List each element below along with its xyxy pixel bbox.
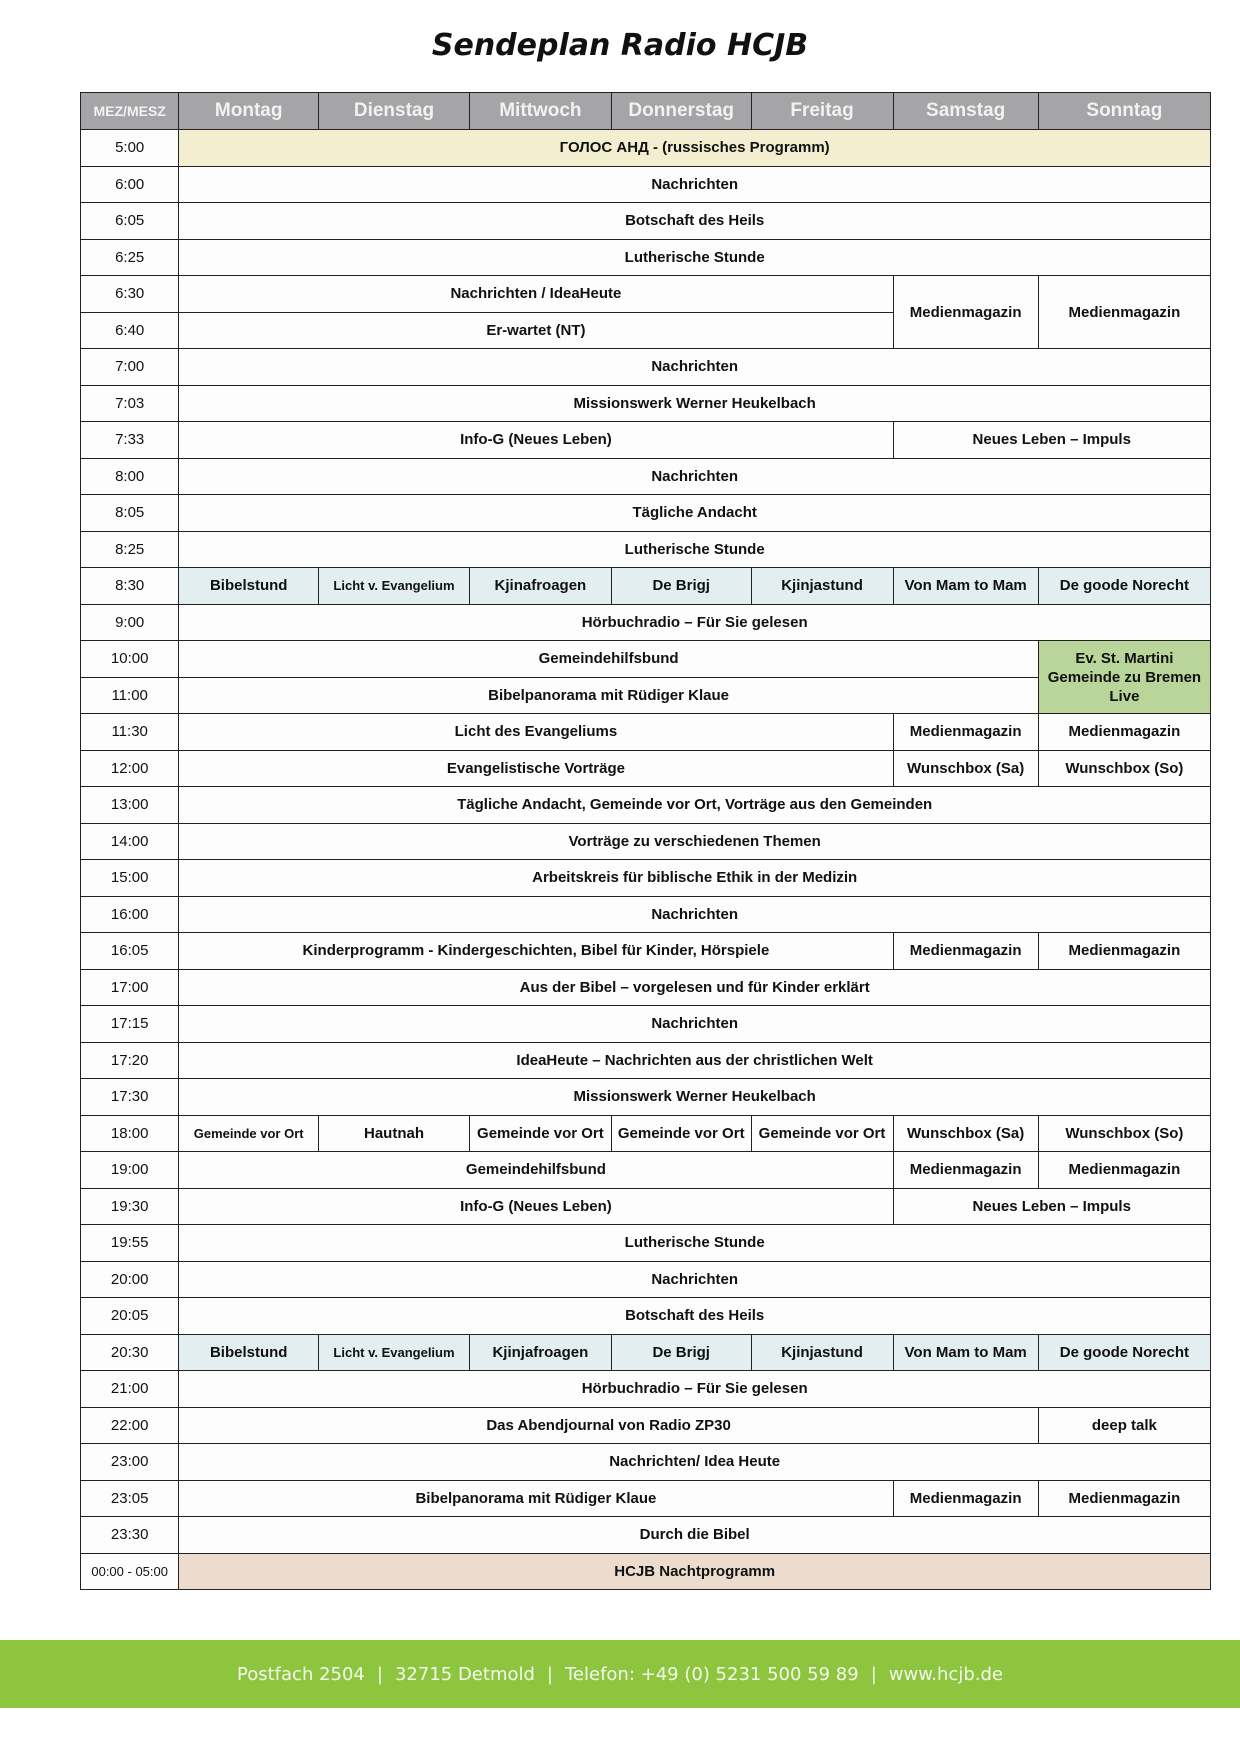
table-row <box>81 1553 1211 1590</box>
time-cell: 7:03 <box>81 385 179 422</box>
program-cell: Durch die Bibel <box>179 1517 1211 1554</box>
time-cell: 7:00 <box>81 349 179 386</box>
time-cell: 14:00 <box>81 823 179 860</box>
program-cell-montag: Gemeinde vor Ort <box>179 1115 319 1152</box>
program-cell-sonntag: Medienmagazin <box>1038 933 1210 970</box>
program-cell: Bibelpanorama mit Rüdiger Klaue <box>179 1480 893 1517</box>
table-row <box>81 1334 1211 1371</box>
program-cell: Tägliche Andacht, Gemeinde vor Ort, Vorträge aus den Gemeinden <box>179 787 1211 824</box>
table-row <box>81 1225 1211 1262</box>
program-cell-montag: Bibelstund <box>179 568 319 605</box>
schedule-table <box>80 92 1211 1590</box>
program-cell-sonntag: De goode Norecht <box>1038 1334 1210 1371</box>
program-cell: Missionswerk Werner Heukelbach <box>179 385 1211 422</box>
program-cell-sonntag: Wunschbox (So) <box>1038 1115 1210 1152</box>
time-cell: 15:00 <box>81 860 179 897</box>
time-cell: 17:15 <box>81 1006 179 1043</box>
time-cell: 8:05 <box>81 495 179 532</box>
program-cell: Missionswerk Werner Heukelbach <box>179 1079 1211 1116</box>
header-day-samstag: Samstag <box>893 93 1038 130</box>
table-row <box>81 276 1211 313</box>
time-cell: 19:00 <box>81 1152 179 1189</box>
table-row <box>81 422 1211 459</box>
time-cell: 16:05 <box>81 933 179 970</box>
table-row <box>81 495 1211 532</box>
table-row <box>81 604 1211 641</box>
table-row <box>81 1517 1211 1554</box>
program-cell: Evangelistische Vorträge <box>179 750 893 787</box>
program-cell-samstag: Wunschbox (Sa) <box>893 1115 1038 1152</box>
table-row <box>81 458 1211 495</box>
footer-separator: | <box>870 1663 877 1685</box>
program-cell-samstag: Wunschbox (Sa) <box>893 750 1038 787</box>
header-day-mittwoch: Mittwoch <box>469 93 611 130</box>
program-cell: Lutherische Stunde <box>179 1225 1211 1262</box>
program-cell: Lutherische Stunde <box>179 531 1211 568</box>
table-row <box>81 714 1211 751</box>
program-cell: Nachrichten/ Idea Heute <box>179 1444 1211 1481</box>
program-cell: HCJB Nachtprogramm <box>179 1553 1211 1590</box>
table-row <box>81 1371 1211 1408</box>
program-cell: Nachrichten <box>179 1261 1211 1298</box>
table-row <box>81 787 1211 824</box>
program-cell: Hörbuchradio – Für Sie gelesen <box>179 1371 1211 1408</box>
header-row <box>81 93 1211 130</box>
table-row <box>81 568 1211 605</box>
time-cell: 6:25 <box>81 239 179 276</box>
time-cell: 00:00 - 05:00 <box>81 1553 179 1590</box>
program-cell-sonntag: Ev. St. Martini Gemeinde zu Bremen Live <box>1038 641 1210 714</box>
program-cell-mittwoch: Gemeinde vor Ort <box>469 1115 611 1152</box>
header-day-dienstag: Dienstag <box>319 93 470 130</box>
program-cell: Nachrichten <box>179 1006 1211 1043</box>
table-row <box>81 1006 1211 1043</box>
table-row <box>81 203 1211 240</box>
table-row <box>81 1042 1211 1079</box>
program-cell: Botschaft des Heils <box>179 1298 1211 1335</box>
table-row <box>81 166 1211 203</box>
program-cell-dienstag: Licht v. Evangelium <box>319 568 470 605</box>
time-cell: 11:30 <box>81 714 179 751</box>
footer-city: 32715 Detmold <box>394 1663 535 1685</box>
table-row <box>81 130 1211 167</box>
program-cell: Hörbuchradio – Für Sie gelesen <box>179 604 1211 641</box>
time-cell: 8:25 <box>81 531 179 568</box>
table-row <box>81 896 1211 933</box>
program-cell: Aus der Bibel – vorgelesen und für Kinder erklärt <box>179 969 1211 1006</box>
time-cell: 23:30 <box>81 1517 179 1554</box>
header-day-montag: Montag <box>179 93 319 130</box>
footer-website-link[interactable]: www.hcjb.de <box>888 1663 1003 1685</box>
table-row <box>81 1079 1211 1116</box>
program-cell-freitag: Kjinjastund <box>751 1334 893 1371</box>
program-cell-sonntag: Medienmagazin <box>1038 276 1210 349</box>
program-cell: Bibelpanorama mit Rüdiger Klaue <box>179 677 1038 714</box>
program-cell-samstag: Medienmagazin <box>893 714 1038 751</box>
program-cell: Er-wartet (NT) <box>179 312 893 349</box>
program-cell: Nachrichten <box>179 166 1211 203</box>
program-cell: Gemeindehilfsbund <box>179 641 1038 678</box>
program-cell-samstag: Medienmagazin <box>893 933 1038 970</box>
time-cell: 8:30 <box>81 568 179 605</box>
program-cell: Gemeindehilfsbund <box>179 1152 893 1189</box>
header-day-donnerstag: Donnerstag <box>611 93 751 130</box>
table-row <box>81 239 1211 276</box>
table-row <box>81 750 1211 787</box>
time-cell: 6:00 <box>81 166 179 203</box>
program-cell-montag: Bibelstund <box>179 1334 319 1371</box>
program-cell: Licht des Evangeliums <box>179 714 893 751</box>
time-cell: 16:00 <box>81 896 179 933</box>
program-cell-samstag: Medienmagazin <box>893 1480 1038 1517</box>
program-cell-mittwoch: Kjinafroagen <box>469 568 611 605</box>
program-cell-dienstag: Hautnah <box>319 1115 470 1152</box>
table-row <box>81 969 1211 1006</box>
table-row <box>81 531 1211 568</box>
table-row <box>81 641 1211 678</box>
table-row <box>81 1298 1211 1335</box>
program-cell-samstag: Von Mam to Mam <box>893 568 1038 605</box>
program-cell-mittwoch: Kjinjafroagen <box>469 1334 611 1371</box>
table-row <box>81 1115 1211 1152</box>
time-cell: 9:00 <box>81 604 179 641</box>
program-cell: IdeaHeute – Nachrichten aus der christlichen Welt <box>179 1042 1211 1079</box>
time-cell: 23:00 <box>81 1444 179 1481</box>
table-row <box>81 823 1211 860</box>
program-cell-sonntag: Wunschbox (So) <box>1038 750 1210 787</box>
time-cell: 22:00 <box>81 1407 179 1444</box>
header-day-freitag: Freitag <box>751 93 893 130</box>
program-cell: Arbeitskreis für biblische Ethik in der Medizin <box>179 860 1211 897</box>
program-cell: Info-G (Neues Leben) <box>179 1188 893 1225</box>
header-day-sonntag: Sonntag <box>1038 93 1210 130</box>
program-cell-dienstag: Licht v. Evangelium <box>319 1334 470 1371</box>
program-cell: Nachrichten <box>179 458 1211 495</box>
table-row <box>81 385 1211 422</box>
table-row <box>81 1261 1211 1298</box>
time-cell: 20:00 <box>81 1261 179 1298</box>
time-cell: 6:05 <box>81 203 179 240</box>
time-cell: 19:30 <box>81 1188 179 1225</box>
header-time: MEZ/MESZ <box>81 93 179 130</box>
program-cell-donnerstag: Gemeinde vor Ort <box>611 1115 751 1152</box>
program-cell-samstag: Von Mam to Mam <box>893 1334 1038 1371</box>
program-cell-weekend: Neues Leben – Impuls <box>893 1188 1211 1225</box>
program-cell-sonntag: Medienmagazin <box>1038 1152 1210 1189</box>
program-cell: Kinderprogramm - Kindergeschichten, Bibel für Kinder, Hörspiele <box>179 933 893 970</box>
time-cell: 21:00 <box>81 1371 179 1408</box>
program-cell-donnerstag: De Brigj <box>611 568 751 605</box>
time-cell: 17:00 <box>81 969 179 1006</box>
time-cell: 7:33 <box>81 422 179 459</box>
program-cell-sonntag: De goode Norecht <box>1038 568 1210 605</box>
program-cell-samstag: Medienmagazin <box>893 1152 1038 1189</box>
time-cell: 13:00 <box>81 787 179 824</box>
time-cell: 5:00 <box>81 130 179 167</box>
program-cell: Info-G (Neues Leben) <box>179 422 893 459</box>
program-cell: Botschaft des Heils <box>179 203 1211 240</box>
time-cell: 12:00 <box>81 750 179 787</box>
footer-bar <box>0 1640 1240 1708</box>
program-cell-samstag: Medienmagazin <box>893 276 1038 349</box>
time-cell: 6:30 <box>81 276 179 313</box>
program-cell-freitag: Gemeinde vor Ort <box>751 1115 893 1152</box>
time-cell: 19:55 <box>81 1225 179 1262</box>
program-cell: Nachrichten <box>179 349 1211 386</box>
table-row <box>81 1152 1211 1189</box>
program-cell-weekend: Neues Leben – Impuls <box>893 422 1211 459</box>
time-cell: 20:05 <box>81 1298 179 1335</box>
time-cell: 23:05 <box>81 1480 179 1517</box>
program-cell-sonntag: deep talk <box>1038 1407 1210 1444</box>
time-cell: 20:30 <box>81 1334 179 1371</box>
time-cell: 18:00 <box>81 1115 179 1152</box>
table-row <box>81 1407 1211 1444</box>
time-cell: 17:20 <box>81 1042 179 1079</box>
footer-separator: | <box>546 1663 553 1685</box>
page-title: Sendeplan Radio HCJB <box>431 28 809 63</box>
footer-separator: | <box>376 1663 383 1685</box>
program-cell-sonntag: Medienmagazin <box>1038 1480 1210 1517</box>
time-cell: 10:00 <box>81 641 179 678</box>
table-row <box>81 349 1211 386</box>
time-cell: 8:00 <box>81 458 179 495</box>
table-row <box>81 1188 1211 1225</box>
program-cell: Vorträge zu verschiedenen Themen <box>179 823 1211 860</box>
program-cell: Nachrichten / IdeaHeute <box>179 276 893 313</box>
program-cell: Tägliche Andacht <box>179 495 1211 532</box>
program-cell: Nachrichten <box>179 896 1211 933</box>
table-row <box>81 933 1211 970</box>
time-cell: 17:30 <box>81 1079 179 1116</box>
time-cell: 11:00 <box>81 677 179 714</box>
program-cell: Lutherische Stunde <box>179 239 1211 276</box>
program-cell-freitag: Kjinjastund <box>751 568 893 605</box>
footer-phone: Telefon: +49 (0) 5231 500 59 89 <box>565 1663 859 1685</box>
program-cell-donnerstag: De Brigj <box>611 1334 751 1371</box>
table-row <box>81 860 1211 897</box>
table-row <box>81 1480 1211 1517</box>
table-row <box>81 1444 1211 1481</box>
program-cell: ГОЛОС АНД - (russisches Programm) <box>179 130 1211 167</box>
footer-address: Postfach 2504 <box>237 1663 365 1685</box>
time-cell: 6:40 <box>81 312 179 349</box>
program-cell: Das Abendjournal von Radio ZP30 <box>179 1407 1038 1444</box>
program-cell-sonntag: Medienmagazin <box>1038 714 1210 751</box>
